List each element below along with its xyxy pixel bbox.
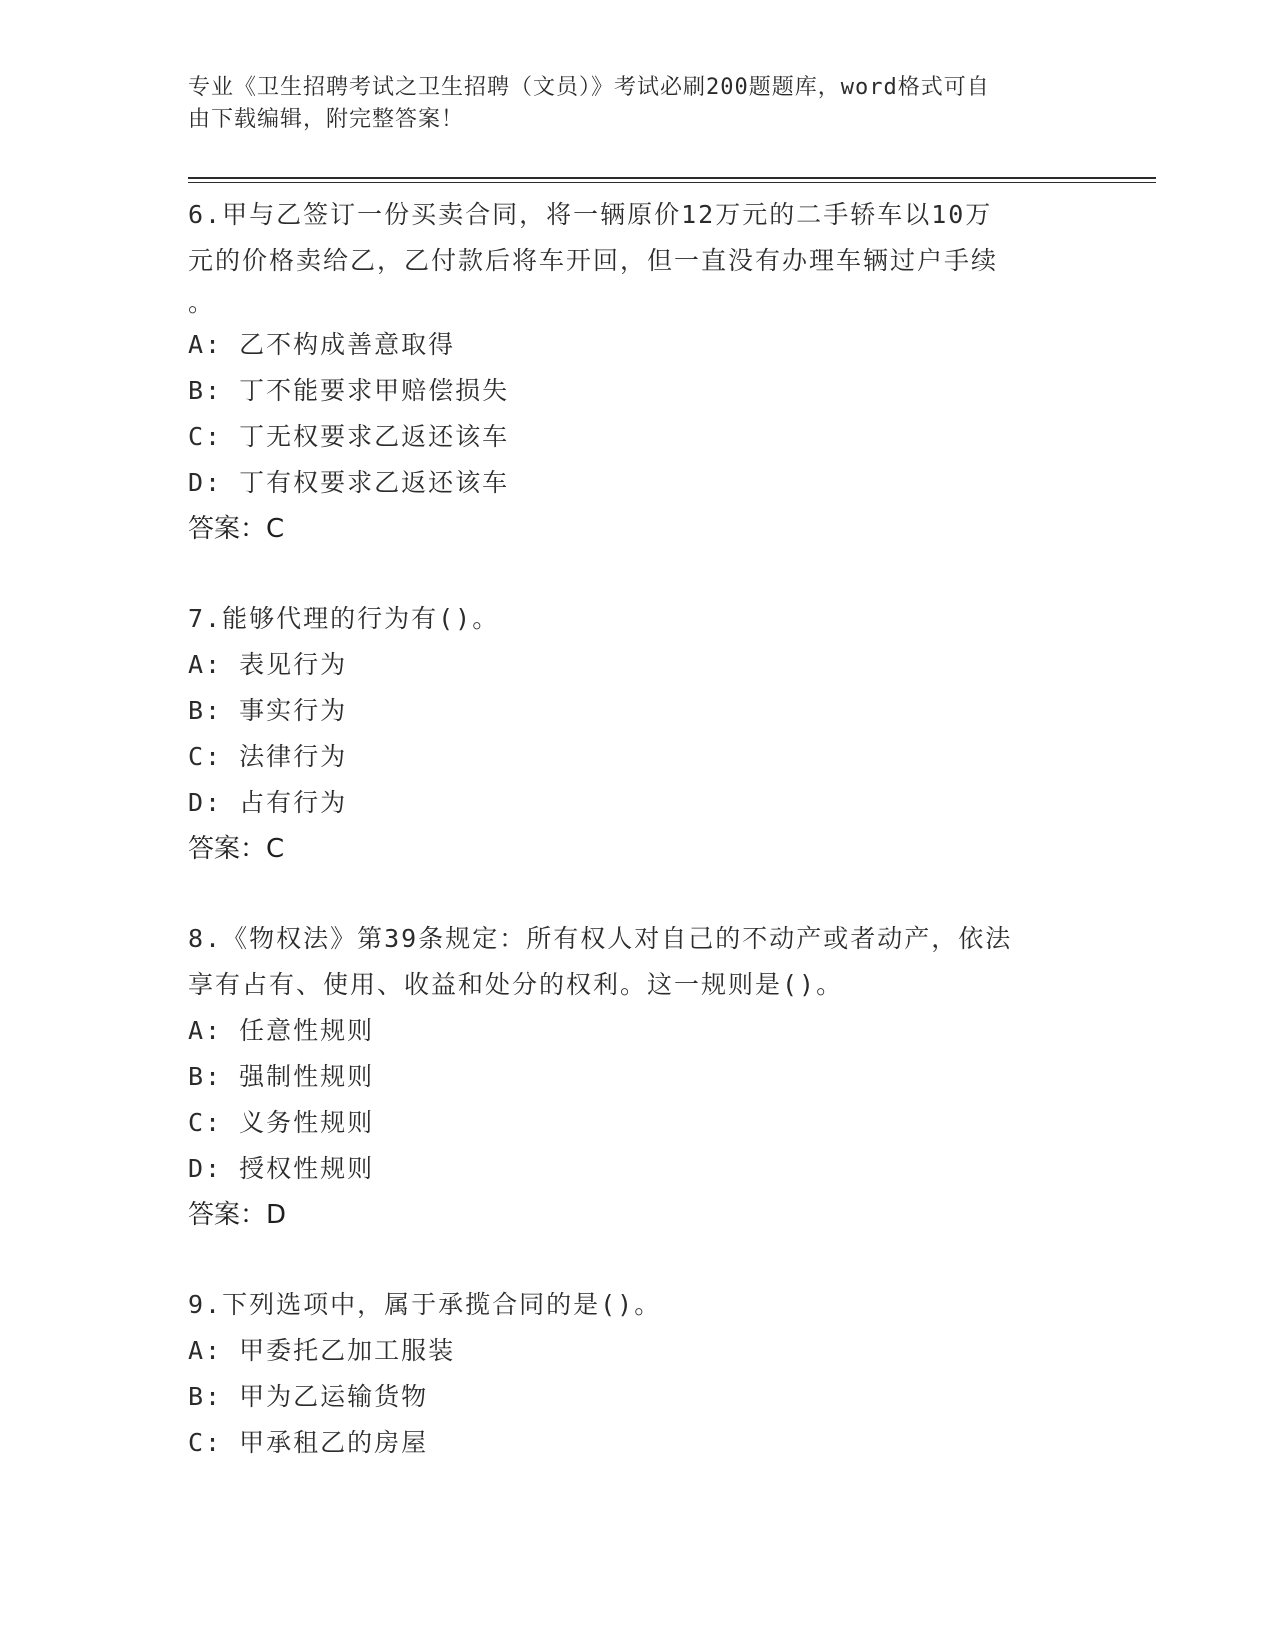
option-b: B: 事实行为 (188, 696, 348, 725)
question-8 (188, 916, 1068, 1238)
header-line-1: 专业《卫生招聘考试之卫生招聘（文员）》考试必刷200题题库，word格式可自 (188, 75, 990, 100)
answer-label: 答案：C (188, 514, 285, 544)
question-list (188, 192, 1068, 1510)
option-a: A: 乙不构成善意取得 (188, 330, 456, 359)
header-line-2: 由下载编辑，附完整答案！ (188, 107, 465, 132)
option-a: A: 任意性规则 (188, 1016, 375, 1045)
question-stem-line: 6.甲与乙签订一份买卖合同，将一辆原价12万元的二手轿车以10万 (188, 200, 993, 229)
question-stem-line: 元的价格卖给乙，乙付款后将车开回，但一直没有办理车辆过户手续 (188, 246, 999, 275)
option-b: B: 甲为乙运输货物 (188, 1382, 429, 1411)
question-9 (188, 1282, 1068, 1466)
answer-label: 答案：D (188, 1200, 287, 1230)
option-d: D: 丁有权要求乙返还该车 (188, 468, 510, 497)
option-a: A: 甲委托乙加工服装 (188, 1336, 456, 1365)
option-c: C: 丁无权要求乙返还该车 (188, 422, 510, 451)
question-stem-line: 9.下列选项中，属于承揽合同的是()。 (188, 1290, 662, 1319)
question-6 (188, 192, 1068, 552)
document-header (188, 72, 1068, 136)
option-c: C: 法律行为 (188, 742, 348, 771)
answer-label: 答案：C (188, 834, 285, 864)
question-stem-line: 8.《物权法》第39条规定：所有权人对自己的不动产或者动产，依法 (188, 924, 1013, 953)
question-stem-line: 。 (188, 288, 216, 317)
header-divider-thick (188, 177, 1156, 179)
question-7 (188, 596, 1068, 872)
option-d: D: 授权性规则 (188, 1154, 375, 1183)
question-stem-line: 7.能够代理的行为有()。 (188, 604, 500, 633)
option-d: D: 占有行为 (188, 788, 348, 817)
question-stem-line: 享有占有、使用、收益和处分的权利。这一规则是()。 (188, 970, 844, 999)
header-divider-thin (188, 182, 1156, 183)
option-b: B: 强制性规则 (188, 1062, 375, 1091)
option-c: C: 义务性规则 (188, 1108, 375, 1137)
option-b: B: 丁不能要求甲赔偿损失 (188, 376, 510, 405)
option-a: A: 表见行为 (188, 650, 348, 679)
option-c: C: 甲承租乙的房屋 (188, 1428, 429, 1457)
